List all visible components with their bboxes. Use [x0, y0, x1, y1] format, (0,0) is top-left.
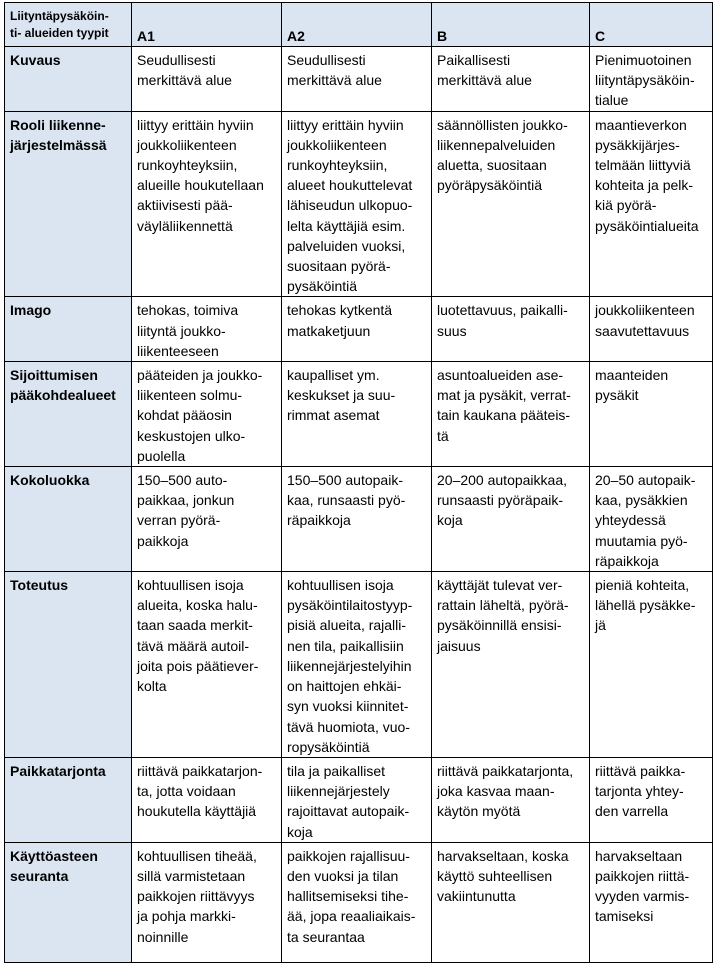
cell-text-line: liityntäpysäköin- [595, 72, 695, 89]
cell-text-line: runsaasti pyöräpaik- [437, 492, 564, 509]
cell-text-line: harvakseltaan, koska [437, 847, 569, 864]
table-cell-b [432, 111, 590, 297]
table-cell-a1 [132, 572, 282, 758]
table-cell-a2 [282, 757, 432, 842]
table-cell-a2 [282, 47, 432, 112]
table-cell-a1 [132, 757, 282, 842]
corner-header-line: ti- alueiden tyypit [10, 26, 109, 40]
cell-text-line: tamiseksi [595, 908, 654, 925]
cell-text-line: joukkoliikenteen [287, 136, 387, 153]
cell-text-line: verran pyörä- [137, 512, 221, 529]
table-row [5, 47, 713, 112]
cell-text-line: liittyy erittäin hyviin [287, 116, 404, 133]
cell-text-line: Seudullisesti [287, 52, 366, 68]
cell-text-line: alueille houkutellaan [137, 177, 264, 194]
table-body [5, 47, 713, 963]
table-cell-a2 [282, 572, 432, 758]
cell-text-line: tehokas, toimiva [137, 302, 239, 319]
table-cell-b [432, 842, 590, 962]
cell-text-line: jä [595, 617, 606, 634]
cell-text-line: käytön myötä [437, 803, 521, 820]
cell-text-line: vakiintunutta [437, 888, 516, 905]
cell-text-line: 150–500 autopaik- [287, 472, 403, 489]
cell-text-line: houkutella käyttäjiä [137, 803, 257, 820]
cell-text-line: kohtuullisen tiheää, [137, 847, 257, 864]
cell-text-line: on haittojen ehkäi- [287, 678, 402, 695]
cell-text-line: jaisuus [437, 637, 481, 654]
table-cell-c [590, 111, 713, 297]
cell-text-line: räpaikkoja [595, 552, 659, 569]
cell-text-line: pysäköintialueita [595, 217, 699, 234]
cell-text-line: merkittävä alue [437, 72, 532, 89]
row-label-line: Sijoittumisen [10, 367, 98, 384]
table-cell-a1 [132, 47, 282, 112]
row-label-line: Imago [10, 302, 52, 319]
cell-text-line: pysäköinnillä ensisi- [437, 617, 562, 634]
cell-text-line: matkaketjuun [287, 322, 371, 339]
cell-text-line: kohtuullisen isoja [137, 577, 244, 594]
table-cell-b [432, 297, 590, 362]
cell-text-line: nen tila, paikallisiin [287, 637, 404, 654]
cell-text-line: paikkaa, jonkun [137, 492, 235, 509]
row-label [5, 47, 132, 112]
cell-text-line: keskustojen ulko- [137, 427, 246, 444]
row-label-line: Paikkatarjonta [10, 762, 106, 779]
cell-text-line: käyttö suhteellisen [437, 867, 553, 884]
row-label [5, 842, 132, 962]
table-cell-a2 [282, 297, 432, 362]
cell-text-line: räpaikkoja [287, 512, 351, 529]
cell-text-line: pysäköintiä [287, 278, 358, 295]
column-header-a1: A1 [132, 3, 282, 47]
cell-text-line: joita pois päätiever- [137, 657, 259, 674]
cell-text-line: tävä määrä autoil- [137, 637, 250, 654]
table-cell-a2 [282, 467, 432, 572]
table-cell-a1 [132, 297, 282, 362]
cell-text-line: pääteiden ja joukko- [137, 367, 263, 384]
cell-text-line: paikkojen rajallisuu- [287, 847, 410, 864]
column-header-a2: A2 [282, 3, 432, 47]
cell-text-line: pysäkit [595, 387, 639, 404]
table-cell-c [590, 757, 713, 842]
cell-text-line: yhteydessä [595, 512, 666, 529]
cell-text-line: den vuoksi ja tilan [287, 867, 399, 884]
cell-text-line: liittyy erittäin hyviin [137, 116, 254, 133]
cell-text-line: rattain läheltä, pyörä- [437, 597, 569, 614]
cell-text-line: tila ja paikalliset [287, 762, 386, 779]
column-header-c: C [590, 3, 713, 47]
cell-text-line: riittävä paikkatarjon- [137, 762, 263, 779]
table-cell-a1 [132, 467, 282, 572]
cell-text-line: runkoyhteyksiin, [287, 157, 388, 174]
cell-text-line: tialue [595, 92, 629, 109]
cell-text-line: käyttäjät tulevat ver- [437, 577, 563, 594]
cell-text-line: tävä huomiota, vuo- [287, 718, 410, 735]
cell-text-line: liikenteen solmu- [137, 387, 243, 404]
table-cell-b [432, 572, 590, 758]
cell-text-line: väyläliikennettä [137, 217, 233, 234]
table-cell-b [432, 47, 590, 112]
cell-text-line: ja pohja markki- [137, 908, 236, 925]
cell-text-line: pyöräpysäköintiä [437, 177, 543, 194]
table-cell-c [590, 467, 713, 572]
table-cell-c [590, 47, 713, 112]
corner-header [5, 3, 132, 47]
cell-text-line: lelta käyttäjiä esim. [287, 217, 406, 234]
cell-text-line: alueet houkuttelevat [287, 177, 413, 194]
cell-text-line: rimmat asemat [287, 407, 380, 424]
cell-text-line: merkittävä alue [137, 72, 232, 89]
row-label-line: Kokoluokka [10, 472, 90, 489]
column-header-b: B [432, 3, 590, 47]
row-label [5, 757, 132, 842]
cell-text-line: telmään liittyviä [595, 157, 691, 174]
cell-text-line: kaa, pysäkkien [595, 492, 688, 509]
cell-text-line: lähiseudun ulkopuo- [287, 197, 413, 214]
table-cell-a2 [282, 842, 432, 962]
row-label-line: Toteutus [10, 577, 69, 594]
table-cell-a1 [132, 111, 282, 297]
table-cell-a1 [132, 362, 282, 467]
cell-text-line: tä [437, 427, 449, 444]
corner-header-line: Liityntäpysäköin- [10, 9, 109, 23]
cell-text-line: lähellä pysäkke- [595, 597, 696, 614]
table-row [5, 842, 713, 962]
cell-text-line: maantieverkon [595, 116, 687, 133]
cell-text-line: liikenteeseen [137, 342, 219, 359]
cell-text-line: asuntoalueiden ase- [437, 367, 564, 384]
cell-text-line: kiä pyörä- [595, 197, 657, 214]
cell-text-line: joukkoliikenteen [137, 136, 237, 153]
header-row [5, 3, 713, 47]
cell-text-line: paikkoja [137, 532, 189, 549]
cell-text-line: riittävä paikka- [595, 762, 686, 779]
table-cell-b [432, 757, 590, 842]
table-cell-a1 [132, 842, 282, 962]
cell-text-line: keskukset ja suu- [287, 387, 396, 404]
cell-text-line: pysäköintilaitostyyp- [287, 597, 413, 614]
cell-text-line: kohdat pääosin [137, 407, 232, 424]
table-row [5, 757, 713, 842]
cell-text-line: kaupalliset ym. [287, 367, 380, 384]
cell-text-line: syn vuoksi kiinnitet- [287, 698, 409, 715]
cell-text-line: muutamia pyö- [595, 532, 688, 549]
cell-text-line: paikkojen riittä- [595, 867, 690, 884]
cell-text-line: aktiivisesti pää- [137, 197, 233, 214]
table-row [5, 362, 713, 467]
cell-text-line: hallitsemiseksi tihe- [287, 888, 409, 905]
table-cell-c [590, 297, 713, 362]
table-cell-a2 [282, 111, 432, 297]
cell-text-line: suus [437, 322, 467, 339]
cell-text-line: koja [287, 823, 313, 840]
cell-text-line: luotettavuus, paikalli- [437, 302, 568, 319]
row-label-line: pääkohdealueet [10, 387, 116, 404]
table-cell-b [432, 467, 590, 572]
cell-text-line: runkoyhteyksiin, [137, 157, 238, 174]
cell-text-line: sillä varmistetaan [137, 867, 246, 884]
cell-text-line: tehokas kytkentä [287, 302, 393, 319]
cell-text-line: paikkojen riittävyys [137, 888, 255, 905]
cell-text-line: alueita, koska halu- [137, 597, 258, 614]
table-header [5, 3, 713, 47]
cell-text-line: kohteita ja pelk- [595, 177, 694, 194]
cell-text-line: saavutettavuus [595, 322, 690, 339]
table-row [5, 467, 713, 572]
cell-text-line: Paikallisesti [437, 52, 511, 68]
row-label-line: Kuvaus [10, 52, 61, 68]
cell-text-line: ta, jotta voidaan [137, 783, 236, 800]
cell-text-line: kohtuullisen isoja [287, 577, 394, 594]
table-cell-c [590, 842, 713, 962]
cell-text-line: 150–500 auto- [137, 472, 228, 489]
cell-text-line: taan saada merkit- [137, 617, 253, 634]
cell-text-line: tarjonta yhtey- [595, 783, 684, 800]
table-row [5, 297, 713, 362]
cell-text-line: tain kaukana pääteis- [437, 407, 571, 424]
row-label-line: seuranta [10, 867, 69, 884]
cell-text-line: rajoittavat autopaik- [287, 803, 410, 820]
cell-text-line: liikennejärjestelyihin [287, 657, 412, 674]
table-cell-c [590, 362, 713, 467]
cell-text-line: riittävä paikkatarjonta, [437, 762, 574, 779]
parking-area-types-table [4, 2, 713, 963]
cell-text-line: Pienimuotoinen [595, 52, 692, 68]
cell-text-line: kaa, runsaasti pyö- [287, 492, 406, 509]
cell-text-line: joukkoliikenteen [595, 302, 695, 319]
cell-text-line: palveluiden vuoksi, [287, 237, 406, 254]
cell-text-line: liikennejärjestely [287, 783, 390, 800]
cell-text-line: puolella [137, 447, 186, 464]
row-label [5, 362, 132, 467]
row-label [5, 572, 132, 758]
cell-text-line: ropysäköintiä [287, 738, 370, 755]
table-cell-c [590, 572, 713, 758]
cell-text-line: 20–200 autopaikkaa, [437, 472, 567, 489]
cell-text-line: kolta [137, 678, 167, 695]
cell-text-line: vyyden varmis- [595, 888, 690, 905]
table-cell-a2 [282, 362, 432, 467]
cell-text-line: suositaan pyörä- [287, 258, 391, 275]
cell-text-line: koja [437, 512, 463, 529]
cell-text-line: Seudullisesti [137, 52, 216, 68]
cell-text-line: harvakseltaan [595, 847, 683, 864]
cell-text-line: maanteiden [595, 367, 669, 384]
cell-text-line: merkittävä alue [287, 72, 382, 89]
cell-text-line: liityntä joukko- [137, 322, 226, 339]
cell-text-line: aluetta, suositaan [437, 157, 547, 174]
cell-text-line: pieniä kohteita, [595, 577, 690, 594]
row-label [5, 297, 132, 362]
row-label-line: Käyttöasteen [10, 847, 98, 864]
cell-text-line: joka kasvaa maan- [437, 783, 555, 800]
cell-text-line: 20–50 autopaik- [595, 472, 696, 489]
cell-text-line: noinnille [137, 928, 189, 945]
cell-text-line: pisiä alueita, rajalli- [287, 617, 407, 634]
cell-text-line: mat ja pysäkit, verrat- [437, 387, 571, 404]
row-label-line: järjestelmässä [10, 136, 107, 153]
table-row [5, 111, 713, 297]
cell-text-line: den varrella [595, 803, 669, 820]
cell-text-line: pysäkkijärjes- [595, 136, 680, 153]
cell-text-line: liikennepalveluiden [437, 136, 556, 153]
row-label [5, 111, 132, 297]
cell-text-line: ää, jopa reaaliaikais- [287, 908, 416, 925]
table-cell-b [432, 362, 590, 467]
cell-text-line: säännöllisten joukko- [437, 116, 568, 133]
row-label [5, 467, 132, 572]
row-label-line: Rooli liikenne- [10, 116, 106, 133]
cell-text-line: ta seurantaa [287, 928, 365, 945]
table-row [5, 572, 713, 758]
